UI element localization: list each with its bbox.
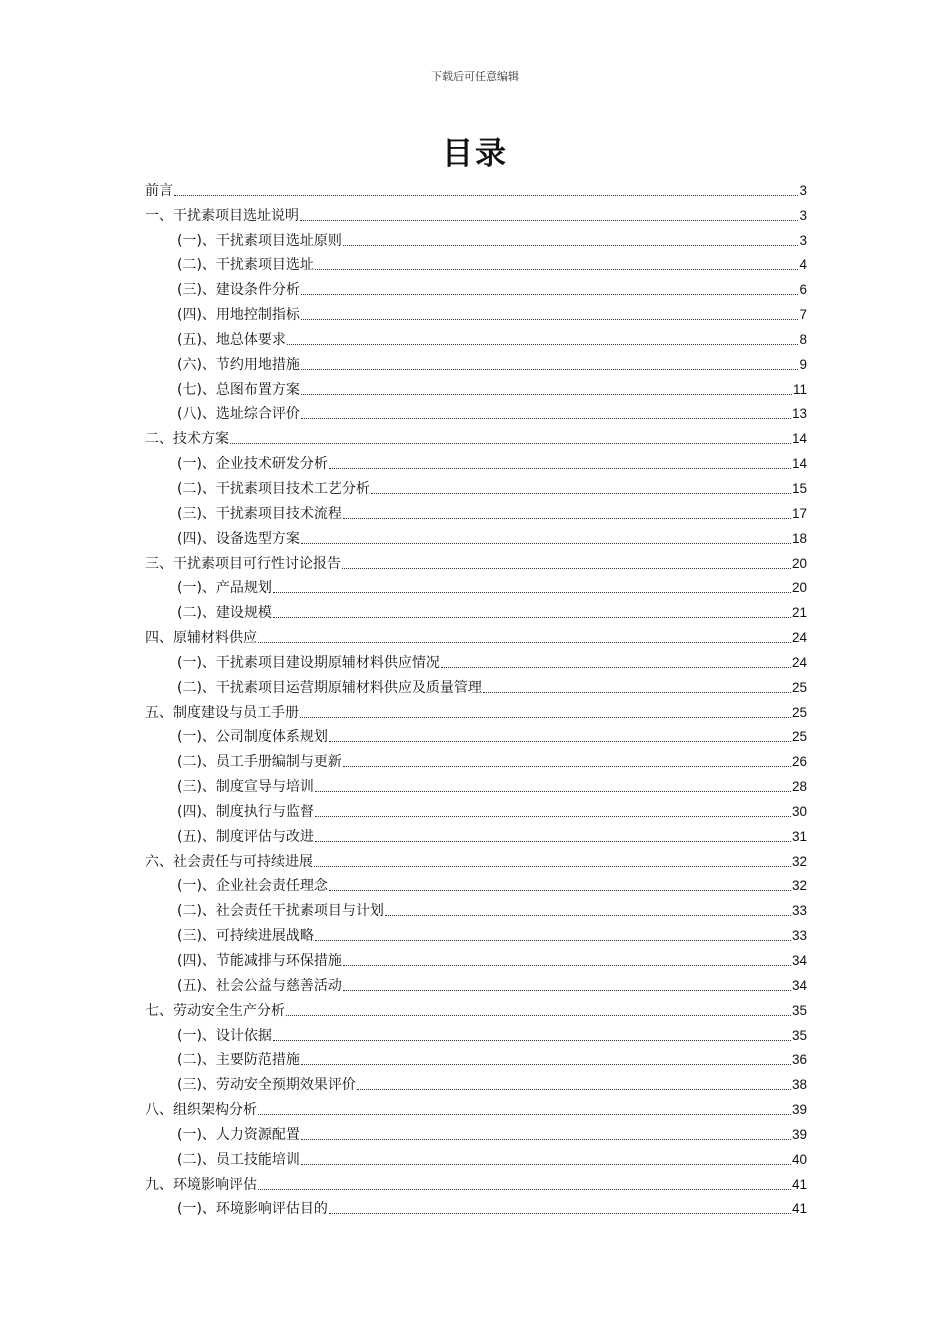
toc-page-number: 39 xyxy=(791,1126,807,1142)
toc-page-number: 36 xyxy=(791,1052,807,1068)
toc-entry-title: (六)、节约用地措施 xyxy=(177,356,300,373)
toc-entry-title: (一)、设计依据 xyxy=(177,1027,272,1044)
dot-leader xyxy=(301,543,791,544)
toc-chapter-entry[interactable] xyxy=(145,1094,807,1119)
toc-page-number: 20 xyxy=(791,555,807,571)
toc-section-entry[interactable] xyxy=(145,399,807,424)
toc-section-entry[interactable] xyxy=(145,1119,807,1144)
toc-entry-title: 四、原辅材料供应 xyxy=(145,630,257,647)
toc-page-number: 8 xyxy=(799,331,807,347)
dot-leader xyxy=(258,1114,791,1115)
toc-page-number: 17 xyxy=(791,505,807,521)
toc-section-entry[interactable] xyxy=(145,349,807,374)
toc-entry-title: 九、环境影响评估 xyxy=(145,1176,257,1193)
toc-section-entry[interactable] xyxy=(145,722,807,747)
toc-entry-title: (五)、地总体要求 xyxy=(177,331,286,348)
toc-page-number: 9 xyxy=(799,356,807,372)
toc-page-number: 33 xyxy=(791,903,807,919)
toc-section-entry[interactable] xyxy=(145,324,807,349)
table-of-contents xyxy=(145,175,807,1218)
dot-leader xyxy=(286,1015,791,1016)
dot-leader xyxy=(329,468,791,469)
toc-entry-title: 六、社会责任与可持续进展 xyxy=(145,853,313,870)
toc-entry-title: (二)、干扰素项目运营期原辅材料供应及质量管理 xyxy=(177,679,482,696)
toc-entry-title: (一)、公司制度体系规划 xyxy=(177,729,328,746)
toc-entry-title: 三、干扰素项目可行性讨论报告 xyxy=(145,555,341,572)
toc-page-number: 14 xyxy=(791,431,807,447)
toc-entry-title: (七)、总图布置方案 xyxy=(177,381,300,398)
page-title: 目录 xyxy=(442,136,508,172)
toc-chapter-entry[interactable] xyxy=(145,622,807,647)
toc-page-number: 7 xyxy=(799,307,807,323)
toc-page-number: 32 xyxy=(791,853,807,869)
toc-chapter-entry[interactable] xyxy=(145,548,807,573)
dot-leader xyxy=(301,319,799,320)
toc-entry-title: (五)、社会公益与慈善活动 xyxy=(177,977,342,994)
toc-chapter-entry[interactable] xyxy=(145,423,807,448)
toc-section-entry[interactable] xyxy=(145,821,807,846)
toc-entry-title: 前言 xyxy=(145,182,173,199)
dot-leader xyxy=(258,642,791,643)
toc-entry-title: (二)、干扰素项目选址 xyxy=(177,257,314,274)
toc-chapter-entry[interactable] xyxy=(145,995,807,1020)
toc-chapter-entry[interactable] xyxy=(145,175,807,200)
dot-leader xyxy=(329,741,791,742)
toc-entry-title: 七、劳动安全生产分析 xyxy=(145,1002,285,1019)
toc-page-number: 24 xyxy=(791,630,807,646)
toc-section-entry[interactable] xyxy=(145,871,807,896)
toc-entry-title: 五、制度建设与员工手册 xyxy=(145,704,299,721)
toc-page-number: 4 xyxy=(799,257,807,273)
dot-leader xyxy=(301,294,799,295)
dot-leader xyxy=(273,1040,791,1041)
toc-entry-title: (一)、干扰素项目选址原则 xyxy=(177,232,342,249)
toc-page-number: 25 xyxy=(791,679,807,695)
toc-section-entry[interactable] xyxy=(145,473,807,498)
dot-leader xyxy=(230,443,791,444)
dot-leader xyxy=(343,518,791,519)
dot-leader xyxy=(342,568,791,569)
dot-leader xyxy=(357,1089,791,1090)
dot-leader xyxy=(273,592,791,593)
dot-leader xyxy=(273,617,791,618)
toc-page-number: 41 xyxy=(791,1176,807,1192)
toc-entry-title: (二)、员工手册编制与更新 xyxy=(177,754,342,771)
toc-entry-title: (一)、企业社会责任理念 xyxy=(177,878,328,895)
toc-entry-title: (二)、主要防范措施 xyxy=(177,1052,300,1069)
toc-page-number: 21 xyxy=(791,605,807,621)
toc-page-number: 3 xyxy=(799,207,807,223)
toc-entry-title: (四)、节能减排与环保措施 xyxy=(177,953,342,969)
toc-page-number: 14 xyxy=(791,456,807,472)
toc-section-entry[interactable] xyxy=(145,1045,807,1070)
toc-entry-title: (一)、企业技术研发分析 xyxy=(177,456,328,473)
toc-page-number: 38 xyxy=(791,1077,807,1093)
toc-entry-title: (一)、产品规划 xyxy=(177,580,272,597)
toc-section-entry[interactable] xyxy=(145,597,807,622)
toc-chapter-entry[interactable] xyxy=(145,697,807,722)
toc-page-number: 31 xyxy=(791,828,807,844)
toc-entry-title: (一)、人力资源配置 xyxy=(177,1126,300,1143)
toc-section-entry[interactable] xyxy=(145,274,807,299)
toc-section-entry[interactable] xyxy=(145,970,807,995)
dot-leader xyxy=(343,766,791,767)
dot-leader xyxy=(441,667,791,668)
toc-section-entry[interactable] xyxy=(145,573,807,598)
toc-section-entry[interactable] xyxy=(145,1194,807,1219)
dot-leader xyxy=(301,394,792,395)
toc-entry-title: (四)、用地控制指标 xyxy=(177,307,300,324)
toc-entry-title: (三)、劳动安全预期效果评价 xyxy=(177,1077,356,1094)
toc-page-number: 40 xyxy=(791,1151,807,1167)
dot-leader xyxy=(315,269,799,270)
dot-leader xyxy=(329,1213,791,1214)
dot-leader xyxy=(315,940,791,941)
toc-section-entry[interactable] xyxy=(145,250,807,275)
dot-leader xyxy=(483,692,791,693)
dot-leader xyxy=(343,965,791,966)
toc-chapter-entry[interactable] xyxy=(145,846,807,871)
toc-page-number: 26 xyxy=(791,754,807,770)
page-header: 下载后可任意编辑 xyxy=(431,70,519,83)
toc-section-entry[interactable] xyxy=(145,672,807,697)
dot-leader xyxy=(315,816,791,817)
toc-entry-title: (三)、干扰素项目技术流程 xyxy=(177,505,342,522)
toc-section-entry[interactable] xyxy=(145,945,807,970)
toc-page-number: 15 xyxy=(791,480,807,496)
toc-page-number: 25 xyxy=(791,729,807,745)
toc-page-number: 30 xyxy=(791,803,807,819)
toc-page-number: 33 xyxy=(791,928,807,944)
toc-entry-title: (四)、设备选型方案 xyxy=(177,530,300,547)
dot-leader xyxy=(300,220,798,221)
toc-page-number: 3 xyxy=(799,232,807,248)
dot-leader xyxy=(329,890,791,891)
dot-leader xyxy=(287,344,799,345)
toc-page-number: 34 xyxy=(791,953,807,968)
toc-entry-title: (三)、制度宣导与培训 xyxy=(177,779,314,796)
toc-section-entry[interactable] xyxy=(145,225,807,250)
dot-leader xyxy=(301,1139,791,1140)
dot-leader xyxy=(385,915,791,916)
toc-page-number: 13 xyxy=(791,406,807,422)
toc-section-entry[interactable] xyxy=(145,1069,807,1094)
dot-leader xyxy=(300,717,791,718)
toc-entry-title: (一)、环境影响评估目的 xyxy=(177,1201,328,1218)
toc-entry-title: 八、组织架构分析 xyxy=(145,1102,257,1119)
toc-entry-title: (一)、干扰素项目建设期原辅材料供应情况 xyxy=(177,654,440,671)
toc-chapter-entry[interactable] xyxy=(145,200,807,225)
toc-page-number: 20 xyxy=(791,580,807,596)
dot-leader xyxy=(314,866,791,867)
toc-page-number: 18 xyxy=(791,530,807,546)
toc-section-entry[interactable] xyxy=(145,523,807,548)
toc-section-entry[interactable] xyxy=(145,771,807,796)
toc-section-entry[interactable] xyxy=(145,374,807,399)
toc-section-entry[interactable] xyxy=(145,895,807,920)
toc-entry-title: (二)、员工技能培训 xyxy=(177,1151,300,1168)
toc-page-number: 28 xyxy=(791,779,807,795)
toc-page-number: 35 xyxy=(791,1027,807,1043)
toc-section-entry[interactable] xyxy=(145,796,807,821)
dot-leader xyxy=(258,1189,791,1190)
dot-leader xyxy=(174,195,798,196)
toc-entry-title: (三)、可持续进展战略 xyxy=(177,928,314,945)
toc-page-number: 41 xyxy=(791,1201,807,1217)
dot-leader xyxy=(301,369,799,370)
toc-page-number: 32 xyxy=(791,878,807,894)
toc-page-number: 11 xyxy=(792,381,807,397)
dot-leader xyxy=(371,493,791,494)
toc-entry-title: 二、技术方案 xyxy=(145,431,229,448)
toc-page-number: 25 xyxy=(791,704,807,720)
toc-page-number: 6 xyxy=(799,282,807,298)
dot-leader xyxy=(315,841,791,842)
toc-page-number: 34 xyxy=(791,977,807,993)
toc-page-number: 39 xyxy=(791,1102,807,1118)
toc-entry-title: (二)、社会责任干扰素项目与计划 xyxy=(177,903,384,920)
toc-section-entry[interactable] xyxy=(145,299,807,324)
toc-entry-title: (三)、建设条件分析 xyxy=(177,282,300,299)
toc-section-entry[interactable] xyxy=(145,1020,807,1045)
dot-leader xyxy=(301,1064,791,1065)
toc-section-entry[interactable] xyxy=(145,920,807,945)
dot-leader xyxy=(301,1164,791,1165)
toc-page-number: 3 xyxy=(799,182,807,198)
toc-section-entry[interactable] xyxy=(145,746,807,771)
toc-section-entry[interactable] xyxy=(145,647,807,672)
toc-section-entry[interactable] xyxy=(145,448,807,473)
toc-section-entry[interactable] xyxy=(145,498,807,523)
toc-entry-title: (二)、干扰素项目技术工艺分析 xyxy=(177,480,370,497)
dot-leader xyxy=(301,418,791,419)
toc-chapter-entry[interactable] xyxy=(145,1169,807,1194)
toc-entry-title: (二)、建设规模 xyxy=(177,605,272,622)
toc-entry-title: (五)、制度评估与改进 xyxy=(177,828,314,845)
dot-leader xyxy=(315,791,791,792)
toc-entry-title: (四)、制度执行与监督 xyxy=(177,803,314,820)
toc-entry-title: (八)、选址综合评价 xyxy=(177,406,300,423)
toc-page-number: 35 xyxy=(791,1002,807,1018)
toc-page-number: 24 xyxy=(791,654,807,670)
toc-section-entry[interactable] xyxy=(145,1144,807,1169)
dot-leader xyxy=(343,990,791,991)
dot-leader xyxy=(343,245,799,246)
toc-entry-title: 一、干扰素项目选址说明 xyxy=(145,207,299,224)
